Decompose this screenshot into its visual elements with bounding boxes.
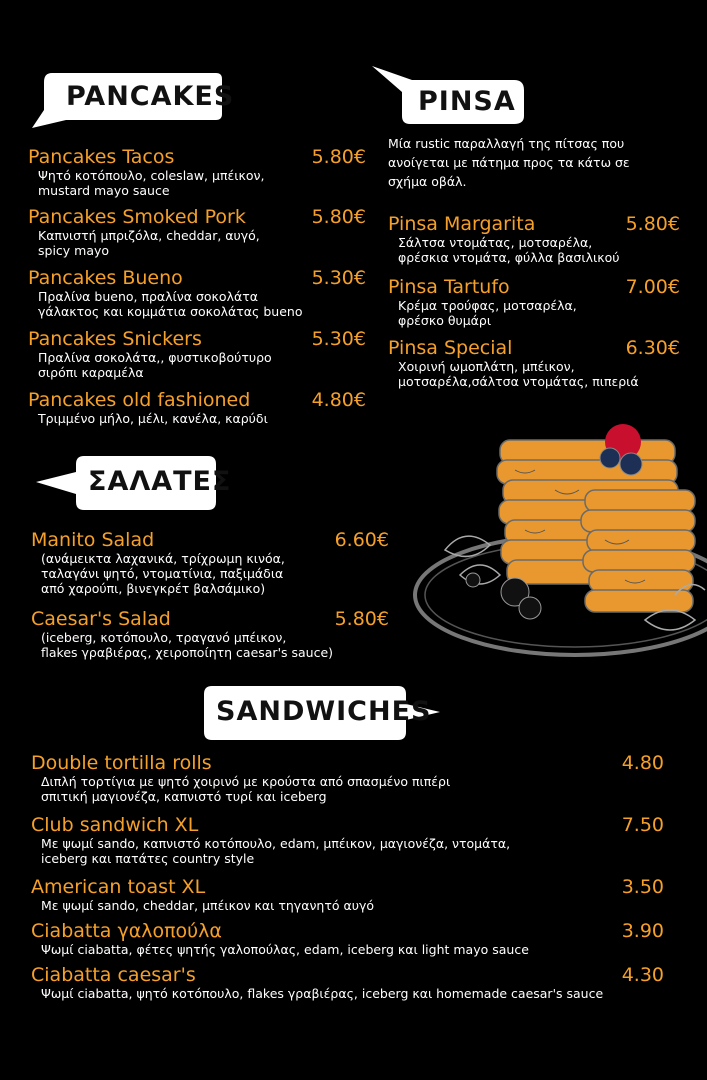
salad-item (31, 608, 389, 660)
item-price: 4.30 (621, 964, 664, 986)
item-desc: από χαρούπι, βινεγκρέτ βαλσάμικο) (41, 581, 266, 596)
item-desc: Με ψωμί sando, καπνιστό κοτόπουλο, edam, μπέικον, μαγιονέζα, ντομάτα, (41, 836, 511, 851)
item-desc: σιρόπι καραμέλα (38, 365, 144, 380)
item-price: 5.80€ (311, 206, 366, 228)
sandwiches-heading-bubble (200, 684, 442, 744)
item-name: Pancakes old fashioned (28, 389, 251, 411)
item-name: Ciabatta caesar's (31, 964, 196, 986)
item-desc: Σάλτσα ντομάτας, μοτσαρέλα, (398, 235, 593, 250)
item-desc: ταλαγάνι ψητό, ντοματίνια, παξιμάδια (41, 566, 284, 581)
sandwich-item (31, 814, 664, 866)
item-price: 5.80€ (334, 608, 389, 630)
item-name: Caesar's Salad (31, 608, 171, 630)
pancakes-item (28, 146, 366, 198)
salads-heading-bubble (36, 454, 232, 514)
item-desc: φρέσκια ντομάτα, φύλλα βασιλικού (398, 250, 620, 265)
item-price: 5.30€ (311, 267, 366, 289)
item-desc: Κρέμα τρούφας, μοτσαρέλα, (398, 298, 577, 313)
pinsa-title: PINSA (418, 86, 516, 117)
item-name: Pinsa Margarita (388, 213, 536, 235)
item-price: 6.30€ (625, 337, 680, 359)
item-name: Double tortilla rolls (31, 752, 212, 774)
item-name: Pancakes Tacos (28, 146, 175, 168)
item-desc: σπιτική μαγιονέζα, καπνιστό τυρί και iceberg (41, 789, 327, 804)
item-desc: Με ψωμί sando, cheddar, μπέικον και τηγανητό αυγό (41, 898, 375, 913)
pinsa-item (388, 213, 680, 265)
item-price: 7.00€ (625, 276, 680, 298)
item-desc: mustard mayo sauce (38, 183, 170, 198)
item-name: Manito Salad (31, 529, 155, 551)
pancakes-item (28, 328, 366, 380)
salads-title: ΣΑΛΑΤΕΣ (88, 466, 232, 497)
sandwich-item (31, 876, 664, 913)
item-name: Pancakes Snickers (28, 328, 202, 350)
item-name: Pancakes Smoked Pork (28, 206, 246, 228)
item-price: 6.60€ (334, 529, 389, 551)
item-price: 4.80€ (311, 389, 366, 411)
item-price: 3.50 (621, 876, 664, 898)
item-desc: μοτσαρέλα,σάλτσα ντομάτας, πιπεριά (398, 374, 639, 389)
pinsa-item (388, 337, 680, 389)
item-name: American toast XL (31, 876, 206, 898)
item-name: Club sandwich XL (31, 814, 199, 836)
item-desc: flakes γραβιέρας, χειροποίητη caesar's sauce) (41, 645, 334, 660)
sandwiches-title: SANDWICHES (216, 696, 432, 727)
item-desc: iceberg και πατάτες country style (41, 851, 255, 866)
item-desc: Ψωμί ciabatta, ψητό κοτόπουλο, flakes γραβιέρας, iceberg και homemade caesar's sauce (41, 986, 604, 1001)
pancakes-item (28, 389, 366, 426)
item-desc: Διπλή τορτίγια με ψητό χοιρινό με κρούστα από σπασμένο πιπέρι (41, 774, 451, 789)
item-desc: Τριμμένο μήλο, μέλι, κανέλα, καρύδι (38, 411, 268, 426)
item-desc: Ψητό κοτόπουλο, coleslaw, μπέικον, (38, 168, 265, 183)
item-desc: Πραλίνα bueno, πραλίνα σοκολάτα (38, 289, 258, 304)
pinsa-heading-bubble (372, 66, 532, 128)
item-desc: φρέσκο θυμάρι (398, 313, 492, 328)
item-desc: γάλακτος και κομμάτια σοκολάτας bueno (38, 304, 303, 319)
item-price: 5.80€ (625, 213, 680, 235)
pancake-stack-illustration (405, 420, 707, 670)
salad-item (31, 529, 389, 596)
item-name: Pinsa Tartufo (388, 276, 510, 298)
sandwich-item (31, 920, 664, 957)
item-desc: spicy mayo (38, 243, 110, 258)
item-desc: Καπνιστή μπριζόλα, cheddar, αυγό, (38, 228, 260, 243)
item-price: 5.80€ (311, 146, 366, 168)
item-price: 3.90 (621, 920, 664, 942)
item-desc: (ανάμεικτα λαχανικά, τρίχρωμη κινόα, (41, 551, 285, 566)
item-desc: Χοιρινή ωμοπλάτη, μπέικον, (398, 359, 575, 374)
item-desc: Πραλίνα σοκολάτα,, φυστικοβούτυρο (38, 350, 272, 365)
pancakes-item (28, 267, 366, 319)
pinsa-item (388, 276, 680, 328)
pinsa-intro: Μία rustic παραλλαγή της πίτσας που ανοίγεται με πάτημα προς τα κάτω σε σχήμα οβάλ. (388, 136, 630, 189)
item-desc: (iceberg, κοτόπουλο, τραγανό μπέικον, (41, 630, 287, 645)
sandwich-item (31, 964, 664, 1001)
sandwich-item (31, 752, 664, 804)
item-name: Pinsa Special (388, 337, 513, 359)
item-desc: Ψωμί ciabatta, φέτες ψητής γαλοπούλας, edam, iceberg και light mayo sauce (41, 942, 529, 957)
pancakes-heading-bubble (30, 70, 235, 130)
pancakes-title: PANCAKES (66, 81, 235, 112)
item-name: Pancakes Bueno (28, 267, 183, 289)
item-price: 4.80 (621, 752, 664, 774)
item-name: Ciabatta γαλοπούλα (31, 920, 222, 942)
item-price: 7.50 (621, 814, 664, 836)
pancakes-item (28, 206, 366, 258)
item-price: 5.30€ (311, 328, 366, 350)
